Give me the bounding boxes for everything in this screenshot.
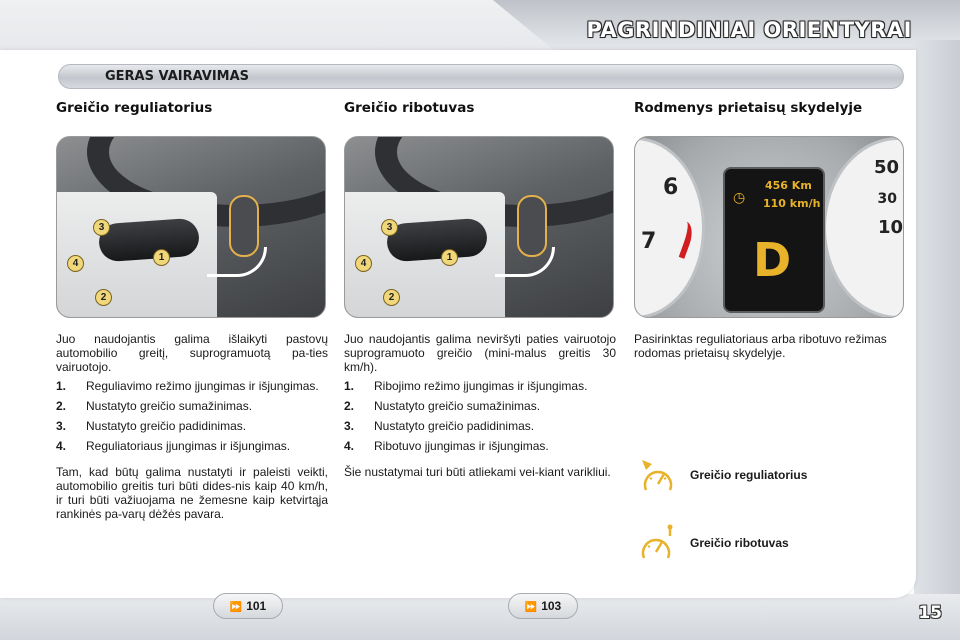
list-item: 4. Ribotuvo įjungimas ir išjungimas. <box>344 439 549 453</box>
fast-forward-icon: ⏩ <box>524 602 538 613</box>
list-item: 2. Nustatyto greičio sumažinimas. <box>344 399 541 413</box>
arrow-icon <box>495 247 555 277</box>
page-ref-link[interactable]: ⏩ 103 <box>508 593 578 619</box>
legend-speed-limiter <box>636 524 896 564</box>
list-item: 1. Ribojimo režimo įjungimas ir išjungimas. <box>344 379 588 393</box>
page-ref-link[interactable]: ⏩ 101 <box>213 593 283 619</box>
gauge-tick: 6 <box>663 175 679 200</box>
column-title: Greičio ribotuvas <box>344 100 475 116</box>
gauge-tick: 10 <box>877 217 903 238</box>
display-distance: 456 Km <box>765 179 812 192</box>
page-number: 15 <box>918 603 942 623</box>
page-frame-tab <box>0 0 560 55</box>
callout-2: 2 <box>95 289 112 306</box>
limiter-stalk-photo <box>344 136 614 318</box>
column-speed-regulator <box>56 100 328 521</box>
steps-list <box>344 379 616 453</box>
list-item: 3. Nustatyto greičio padidinimas. <box>56 419 247 433</box>
page-frame-bottom <box>0 594 960 640</box>
speed-regulator-icon: ◷ <box>733 189 746 205</box>
fast-forward-icon: ⏩ <box>229 602 243 613</box>
note-text: Šie nustatymai turi būti atliekami vei-kiant varikliui. <box>344 465 611 479</box>
callout-3: 3 <box>93 219 110 236</box>
note-text: Tam, kad būtų galima nustatyti ir paleisti veikti, automobilio greitis turi būti dides-nis kaip 40 km/h, ir turi būti važiuojama ne žemesne kaip ketvirtąja rankinės pa-varų dėžės pavara. <box>56 465 328 521</box>
cluster-display <box>723 167 825 313</box>
control-stalk-shape <box>386 218 488 263</box>
steps-list <box>56 379 328 453</box>
control-stalk-shape <box>98 218 200 263</box>
callout-4: 4 <box>355 255 372 272</box>
legend-speed-regulator <box>636 456 896 496</box>
arrow-icon <box>207 247 267 277</box>
list-item: 1. Reguliavimo režimo įjungimas ir išjungimas. <box>56 379 319 393</box>
gauge-tick: 50 <box>873 157 899 178</box>
list-item: 2. Nustatyto greičio sumažinimas. <box>56 399 253 413</box>
intro-text: Pasirinktas reguliatoriaus arba ribotuvo režimas rodomas prietaisų skydelyje. <box>634 332 887 360</box>
intro-text: Juo naudojantis galima išlaikyti pastovų automobilio greitį, suprogramuotą pa-ties vairuotojo. <box>56 332 328 374</box>
column-title: Greičio reguliatorius <box>56 100 213 116</box>
tachometer-gauge <box>634 137 705 318</box>
instrument-cluster-photo <box>634 136 904 318</box>
legend-label: Greičio ribotuvas <box>690 536 789 550</box>
gauge-tick: 30 <box>877 191 897 207</box>
list-item: 4. Reguliatoriaus įjungimas ir išjungimas. <box>56 439 291 453</box>
page-frame-right <box>914 40 960 640</box>
list-item: 3. Nustatyto greičio padidinimas. <box>344 419 535 433</box>
callout-1: 1 <box>153 249 170 266</box>
gauge-tick: 7 <box>641 229 657 254</box>
section-title: GERAS VAIRAVIMAS <box>105 69 250 84</box>
column-speed-limiter <box>344 100 616 479</box>
legend-label: Greičio reguliatorius <box>690 468 808 482</box>
speed-regulator-icon <box>636 456 680 496</box>
callout-4: 4 <box>67 255 84 272</box>
callout-3: 3 <box>381 219 398 236</box>
section-bar <box>58 64 904 89</box>
speed-limiter-icon <box>636 524 680 564</box>
intro-text: Juo naudojantis galima neviršyti paties vairuotojo suprogramuoto greičio (mini-malus greitis 30 km/h). <box>344 332 616 374</box>
display-speed: 110 km/h <box>763 197 821 210</box>
regulator-stalk-photo <box>56 136 326 318</box>
callout-1: 1 <box>441 249 458 266</box>
column-dashboard-display <box>634 100 906 360</box>
column-title: Rodmenys prietaisų skydelyje <box>634 100 863 116</box>
page-title: PAGRINDINIAI ORIENTYRAI <box>586 18 912 42</box>
callout-2: 2 <box>383 289 400 306</box>
gear-indicator: D <box>753 233 792 287</box>
